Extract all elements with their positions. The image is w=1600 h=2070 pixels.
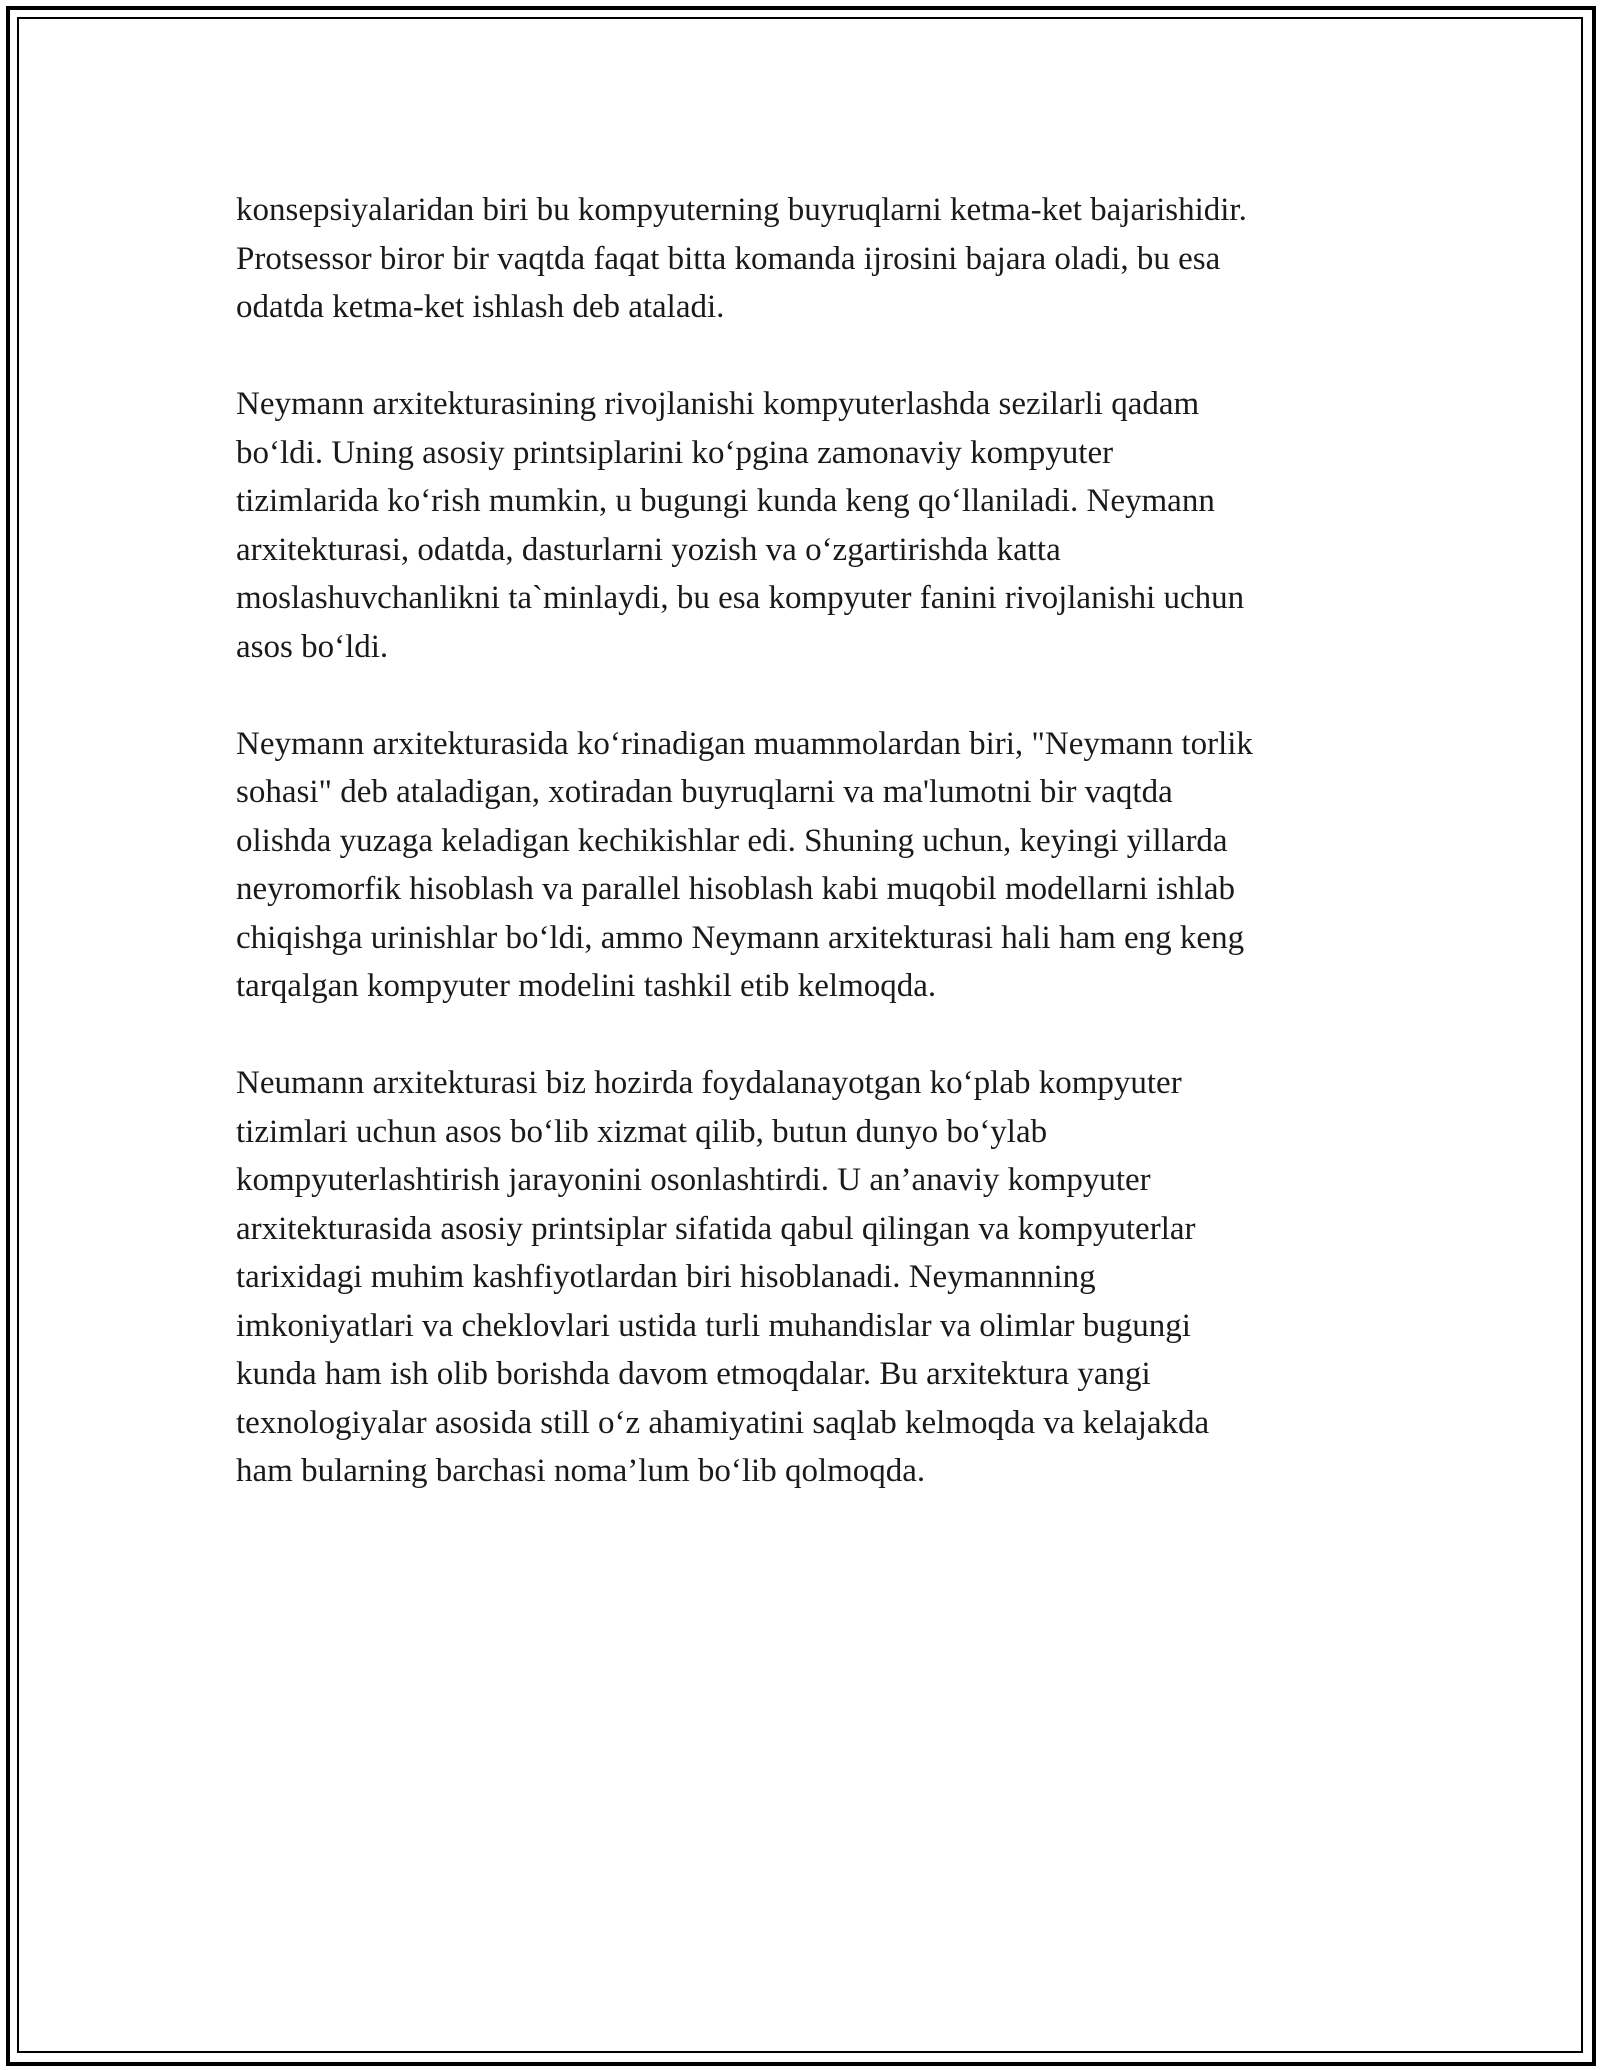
paragraph-3: Neymann arxitekturasida koʻrinadigan muammolardan biri, "Neymann torlik sohasi" deb ataladigan, xotiradan buyruqlarni va ma'lumotni bir vaqtda olishda yuzaga keladigan kechikishlar edi. Shuning uchun, keyingi yillarda neyromorfik hisoblash va parallel hisoblash kabi muqobil modellarni ishlab chiqishga urinishlar boʻldi, ammo Neymann arxitekturasi hali ham eng keng tarqalgan kompyuter modelini tashkil etib kelmoqda. <box>236 725 1253 1004</box>
paragraph-1: konsepsiyalaridan biri bu kompyuterning buyruqlarni ketma-ket bajarishidir. Protsessor biror bir vaqtda faqat bitta komanda ijrosini bajara oladi, bu esa odatda ketma-ket ishlash deb ataladi. <box>236 192 1247 325</box>
paragraph-2: Neymann arxitekturasining rivojlanishi kompyuterlashda sezilarli qadam boʻldi. Uning asosiy printsiplarini koʻpgina zamonaviy kompyuter tizimlarida koʻrish mumkin, u bugungi kunda keng qoʻllaniladi. Neymann arxitekturasi, odatda, dasturlarni yozish va oʻzgartirishda katta moslashuvchanlikni ta`minlaydi, bu esa kompyuter fanini rivojlanishi uchun asos boʻldi. <box>236 386 1245 665</box>
paragraph-4: Neumann arxitekturasi biz hozirda foydalanayotgan koʻplab kompyuter tizimlari uchun asos boʻlib xizmat qilib, butun dunyo boʻylab kompyuterlashtirish jarayonini osonlashtirdi. U an’anaviy kompyuter arxitekturasida asosiy printsiplar sifatida qabul qilingan va kompyuterlar tarixidagi muhim kashfiyotlardan biri hisoblanadi. Neymannning imkoniyatlari va cheklovlari ustida turli muhandislar va olimlar bugungi kunda ham ish olib borishda davom etmoqdalar. Bu arxitektura yangi texnologiyalar asosida still oʻz ahamiyatini saqlab kelmoqda va kelajakda ham bularning barchasi noma’lum boʻlib qolmoqda. <box>236 1065 1210 1489</box>
document-body <box>236 186 1376 1544</box>
